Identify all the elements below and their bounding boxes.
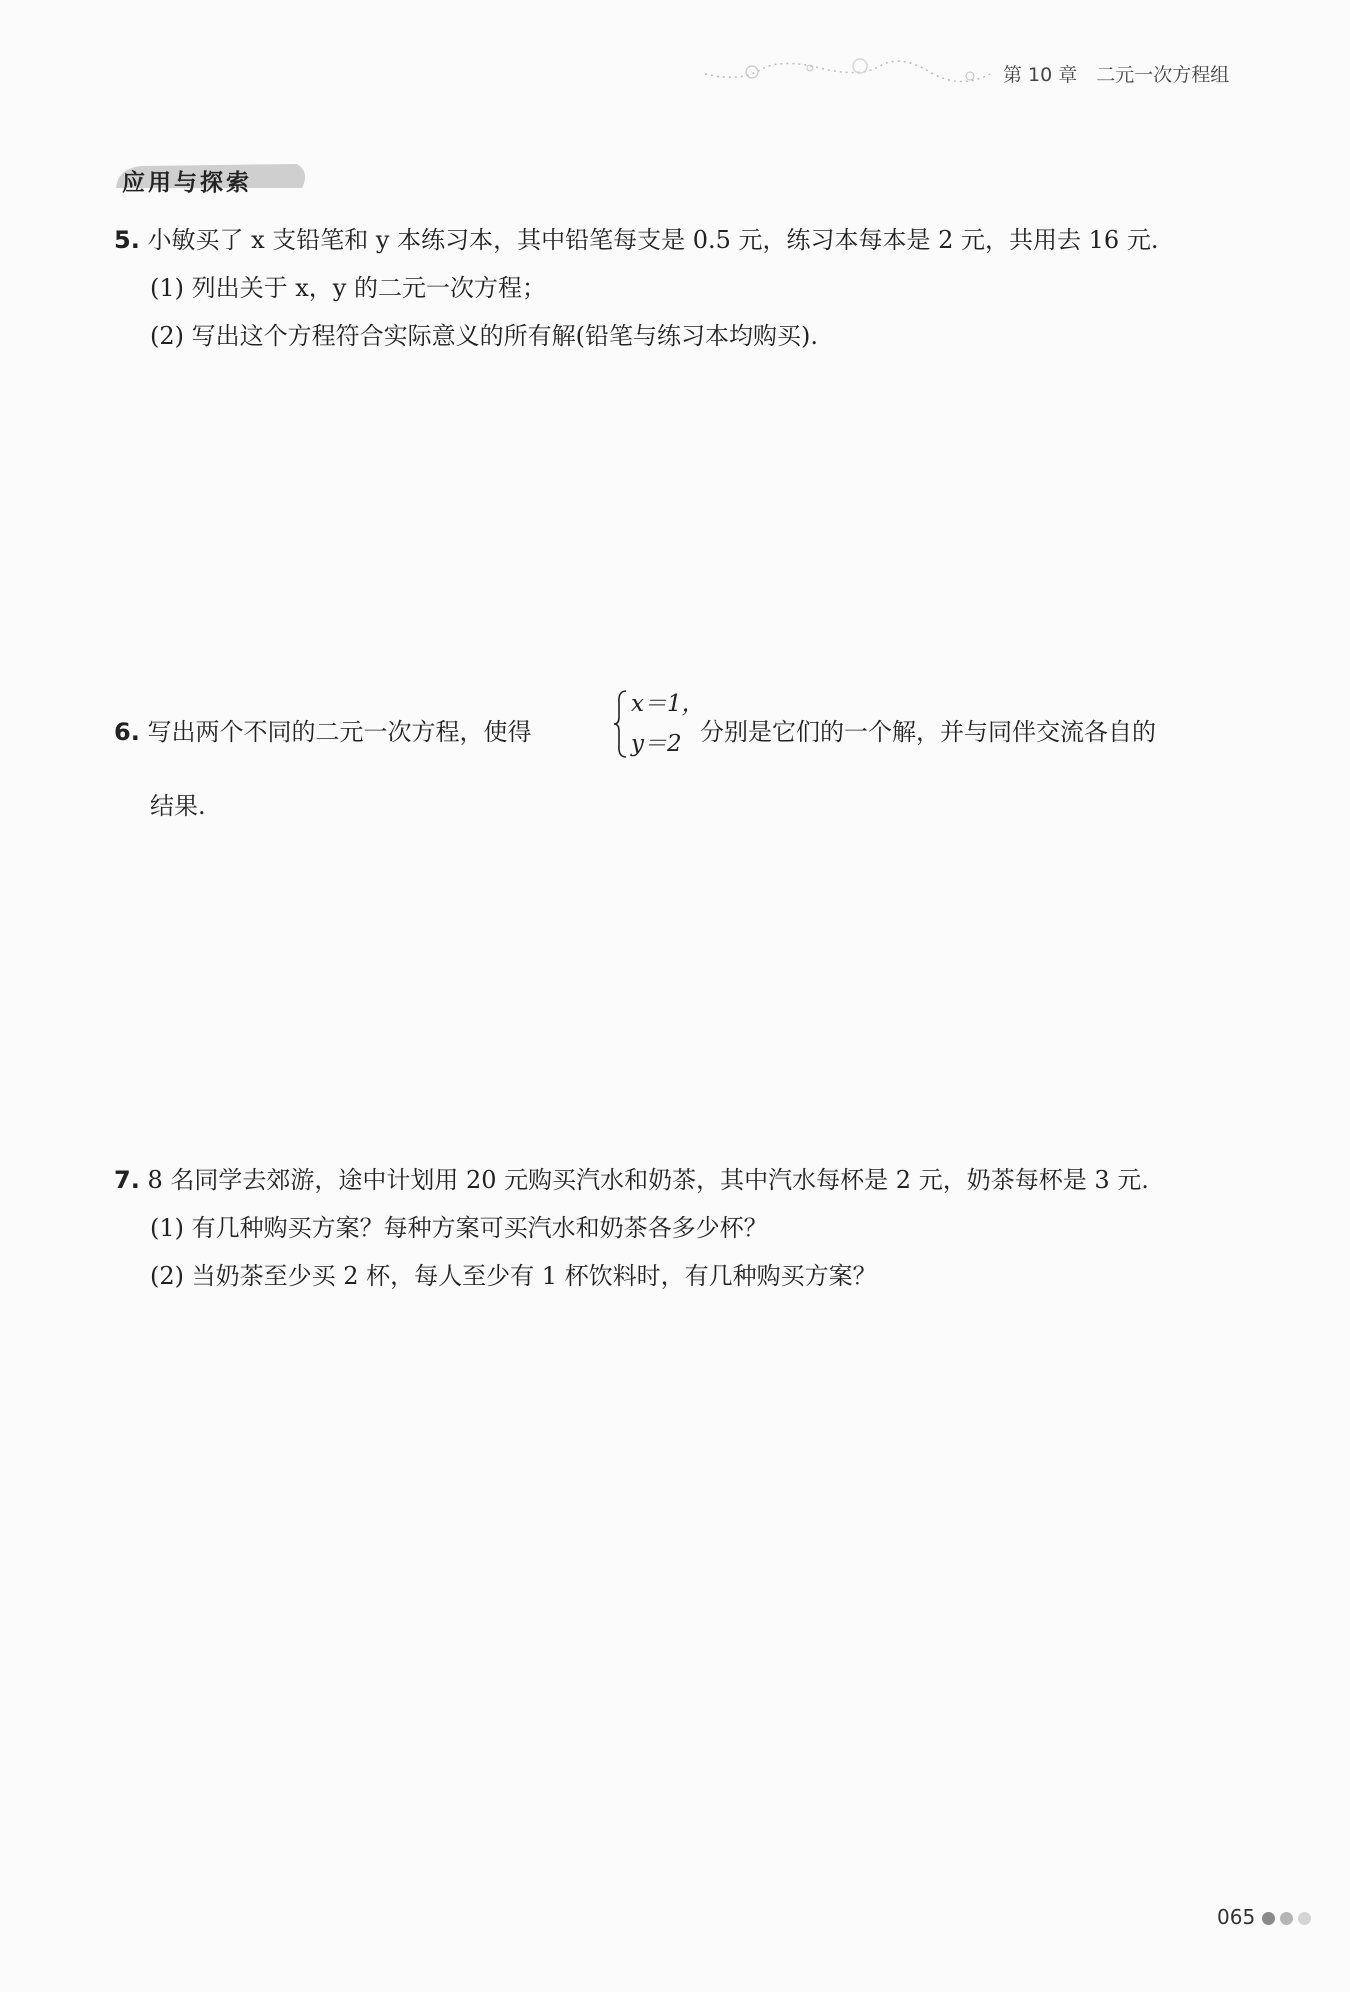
question-7-part-1: (1) 有几种购买方案？每种方案可买汽水和奶茶各多少杯？	[150, 1214, 768, 1242]
question-text: 小敏买了 x 支铅笔和 y 本练习本，其中铅笔每支是 0.5 元，练习本每本是 2 元，共用去 16 元.	[147, 226, 1159, 254]
question-text-before: 写出两个不同的二元一次方程，使得	[147, 718, 532, 746]
question-6-line-2: 结果.	[150, 792, 206, 820]
section-title: 应用与探索	[122, 170, 252, 196]
question-7-part-2: (2) 当奶茶至少买 2 杯，每人至少有 1 杯饮料时，有几种购买方案？	[150, 1262, 877, 1290]
question-text: 8 名同学去郊游，途中计划用 20 元购买汽水和奶茶，其中汽水每杯是 2 元，奶茶每杯是 3 元.	[147, 1166, 1149, 1194]
left-brace-icon	[613, 689, 629, 759]
page-dot-icon	[1280, 1912, 1293, 1925]
question-number: 5.	[114, 226, 140, 254]
equation-system	[613, 685, 705, 765]
question-number: 7.	[114, 1166, 140, 1194]
question-6-text-after: 分别是它们的一个解，并与同伴交流各自的	[700, 718, 1156, 746]
chapter-title: 第 10 章 二元一次方程组	[1003, 64, 1230, 86]
equation-x: x＝1，	[631, 691, 705, 717]
page-dot-icon	[1298, 1912, 1311, 1925]
question-number: 6.	[114, 718, 140, 746]
question-6	[114, 712, 531, 747]
question-7	[114, 1160, 1149, 1195]
equation-y: y＝2	[631, 731, 682, 757]
question-5-part-2: (2) 写出这个方程符合实际意义的所有解(铅笔与练习本均购买).	[150, 322, 818, 350]
page-number: 065	[1217, 1905, 1256, 1929]
question-5-part-1: (1) 列出关于 x，y 的二元一次方程；	[150, 274, 546, 302]
dotted-swirl-icon	[700, 52, 1000, 92]
question-5	[114, 220, 1158, 255]
page-dot-icon	[1262, 1912, 1275, 1925]
